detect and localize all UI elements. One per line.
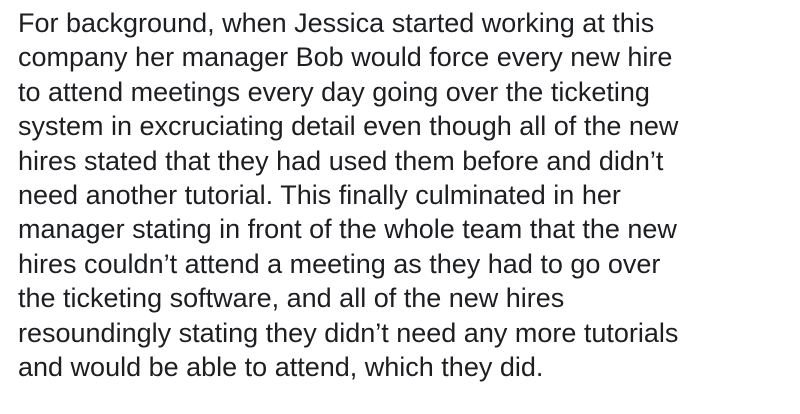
text-line: hires couldn’t attend a meeting as they had to go over — [18, 248, 661, 279]
text-line: company her manager Bob would force every new hire — [18, 42, 673, 73]
text-line: and would be able to attend, which they did. — [18, 352, 544, 383]
post-body-text — [18, 6, 786, 384]
text-line: to attend meetings every day going over the ticketing — [18, 76, 650, 107]
text-line: hires stated that they had used them before and didn’t — [18, 145, 664, 176]
text-line: resoundingly stating they didn’t need any more tutorials — [18, 317, 679, 348]
text-line: manager stating in front of the whole team that the new — [18, 214, 677, 245]
text-line: the ticketing software, and all of the new hires — [18, 283, 565, 314]
text-line: system in excruciating detail even though all of the new — [18, 111, 679, 142]
text-line: need another tutorial. This finally culminated in her — [18, 180, 621, 211]
text-line: For background, when Jessica started working at this — [18, 8, 655, 38]
